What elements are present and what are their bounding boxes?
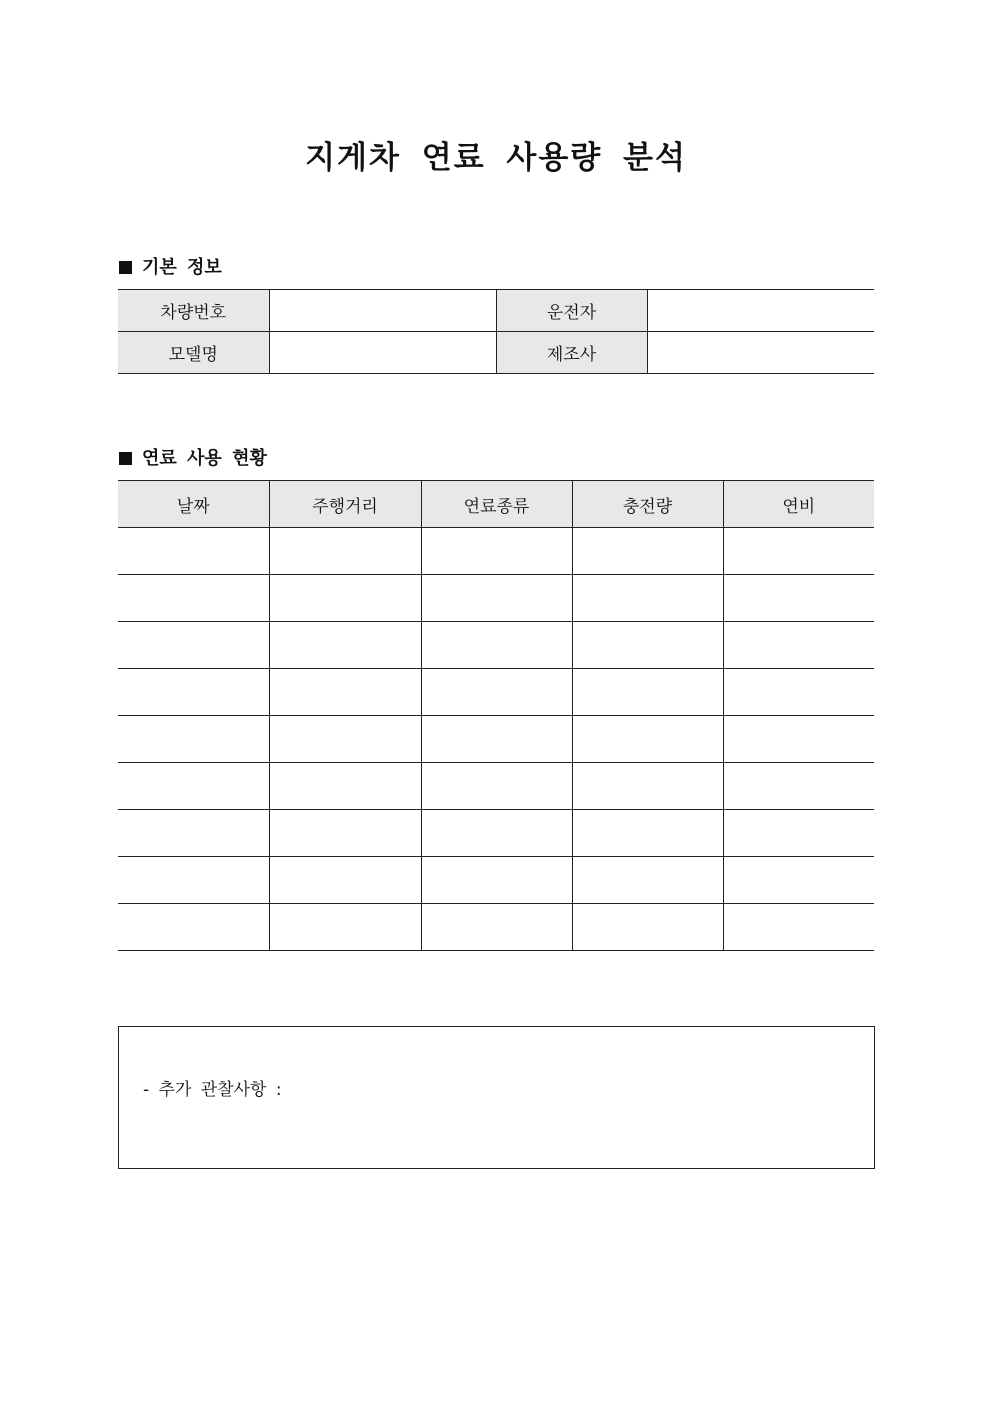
table-row (118, 669, 874, 716)
fuel-usage-header-row (118, 481, 874, 528)
fuel-usage-body (118, 528, 874, 951)
column-header-distance: 주행거리 (269, 481, 421, 528)
column-header-fuel-type: 연료종류 (421, 481, 572, 528)
page-title: 지게차 연료 사용량 분석 (305, 140, 687, 176)
driver-field[interactable] (647, 290, 874, 332)
model-name-field[interactable] (269, 332, 496, 374)
cell-date[interactable] (118, 810, 269, 857)
cell-fuel-type[interactable] (421, 857, 572, 904)
cell-fuel-efficiency[interactable] (723, 669, 874, 716)
model-name-label: 모델명 (118, 332, 269, 374)
table-row (118, 622, 874, 669)
cell-fill-amount[interactable] (572, 575, 723, 622)
table-row (118, 810, 874, 857)
column-header-date: 날짜 (118, 481, 269, 528)
cell-fill-amount[interactable] (572, 857, 723, 904)
cell-fuel-efficiency[interactable] (723, 716, 874, 763)
cell-date[interactable] (118, 857, 269, 904)
square-bullet-icon (119, 452, 132, 465)
cell-fill-amount[interactable] (572, 716, 723, 763)
cell-fuel-efficiency[interactable] (723, 763, 874, 810)
manufacturer-field[interactable] (647, 332, 874, 374)
cell-distance[interactable] (269, 763, 421, 810)
cell-fuel-type[interactable] (421, 763, 572, 810)
cell-date[interactable] (118, 763, 269, 810)
cell-fuel-type[interactable] (421, 622, 572, 669)
cell-fuel-type[interactable] (421, 575, 572, 622)
cell-distance[interactable] (269, 810, 421, 857)
cell-fuel-efficiency[interactable] (723, 528, 874, 575)
cell-fuel-type[interactable] (421, 716, 572, 763)
cell-fuel-type[interactable] (421, 904, 572, 951)
driver-label: 운전자 (496, 290, 647, 332)
cell-fuel-type[interactable] (421, 669, 572, 716)
cell-date[interactable] (118, 669, 269, 716)
cell-fill-amount[interactable] (572, 622, 723, 669)
column-header-fill-amount: 충전량 (572, 481, 723, 528)
cell-distance[interactable] (269, 669, 421, 716)
fuel-usage-table (118, 480, 874, 951)
square-bullet-icon (119, 261, 132, 274)
cell-fill-amount[interactable] (572, 904, 723, 951)
cell-fuel-efficiency[interactable] (723, 904, 874, 951)
section-heading-basic-info (119, 253, 222, 279)
table-row (118, 528, 874, 575)
cell-fuel-efficiency[interactable] (723, 622, 874, 669)
cell-date[interactable] (118, 528, 269, 575)
table-row (118, 763, 874, 810)
section-heading-basic-info-text: 기본 정보 (142, 257, 222, 278)
cell-distance[interactable] (269, 575, 421, 622)
cell-date[interactable] (118, 716, 269, 763)
cell-fuel-efficiency[interactable] (723, 575, 874, 622)
cell-fuel-efficiency[interactable] (723, 810, 874, 857)
manufacturer-label: 제조사 (496, 332, 647, 374)
cell-fill-amount[interactable] (572, 669, 723, 716)
notes-box[interactable] (118, 1026, 875, 1169)
section-heading-fuel-usage (119, 444, 267, 470)
basic-info-row (118, 290, 874, 332)
cell-fill-amount[interactable] (572, 763, 723, 810)
table-row (118, 904, 874, 951)
basic-info-table (118, 289, 874, 374)
cell-distance[interactable] (269, 528, 421, 575)
cell-date[interactable] (118, 575, 269, 622)
cell-date[interactable] (118, 904, 269, 951)
column-header-fuel-efficiency: 연비 (723, 481, 874, 528)
cell-distance[interactable] (269, 716, 421, 763)
cell-fill-amount[interactable] (572, 810, 723, 857)
cell-distance[interactable] (269, 904, 421, 951)
cell-fuel-type[interactable] (421, 810, 572, 857)
notes-label: - 추가 관찰사항 : (143, 1080, 282, 1100)
cell-distance[interactable] (269, 857, 421, 904)
cell-fuel-type[interactable] (421, 528, 572, 575)
cell-fill-amount[interactable] (572, 528, 723, 575)
basic-info-row (118, 332, 874, 374)
section-heading-fuel-usage-text: 연료 사용 현황 (142, 448, 267, 469)
cell-date[interactable] (118, 622, 269, 669)
cell-distance[interactable] (269, 622, 421, 669)
cell-fuel-efficiency[interactable] (723, 857, 874, 904)
table-row (118, 575, 874, 622)
vehicle-number-field[interactable] (269, 290, 496, 332)
table-row (118, 716, 874, 763)
table-row (118, 857, 874, 904)
vehicle-number-label: 차량번호 (118, 290, 269, 332)
